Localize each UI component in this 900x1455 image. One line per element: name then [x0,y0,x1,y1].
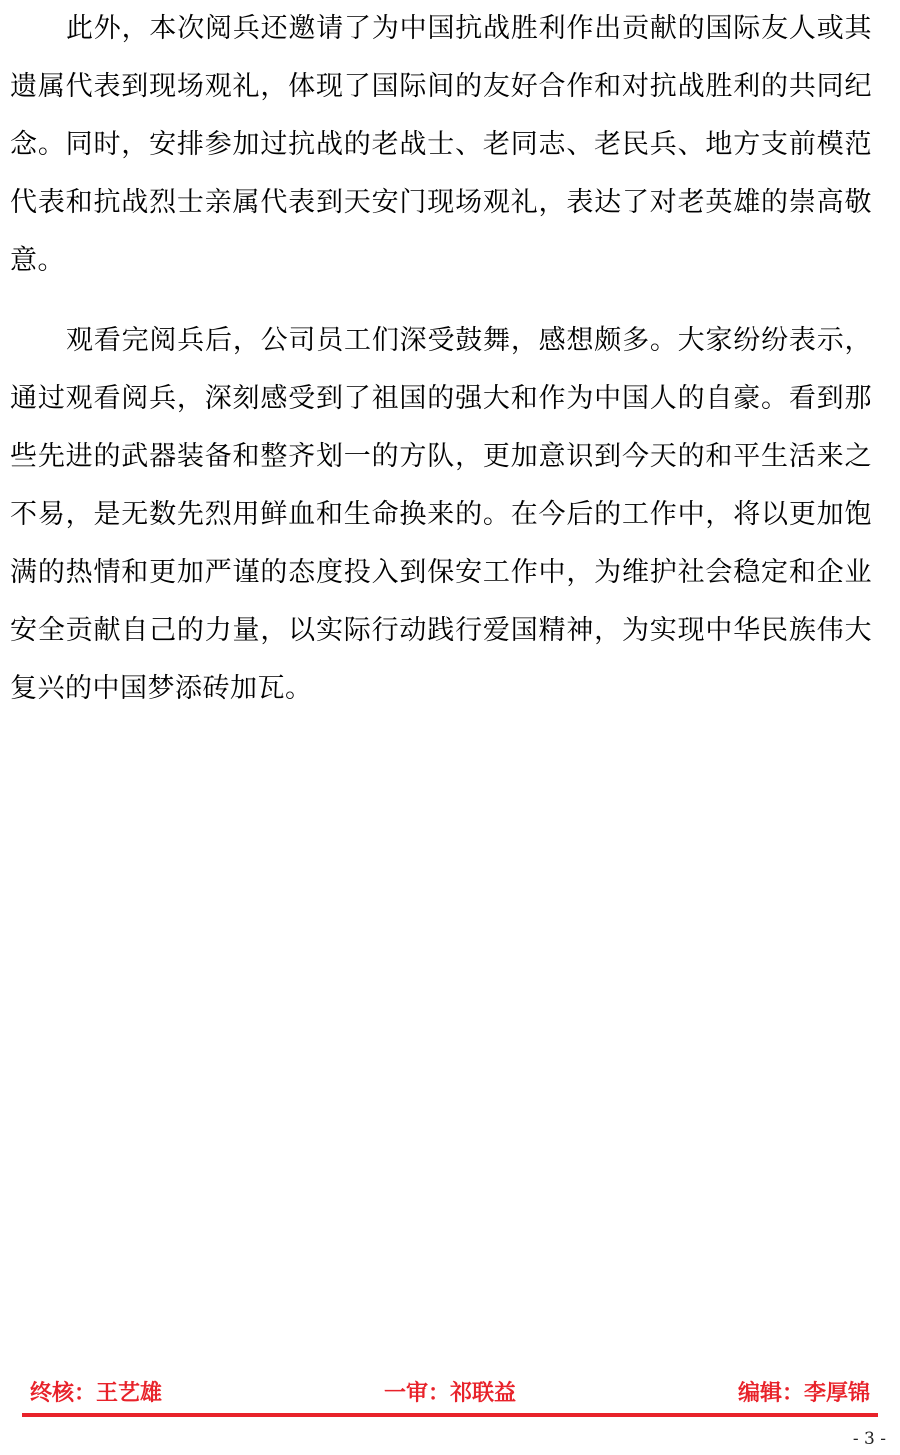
page-number: - 3 - [852,1429,886,1449]
footer-divider [22,1413,878,1417]
document-footer [0,1376,900,1417]
footer-credits [22,1376,878,1413]
paragraph-1: 此外，本次阅兵还邀请了为中国抗战胜利作出贡献的国际友人或其遗属代表到现场观礼，体现了国际间的友好合作和对抗战胜利的共同纪念。同时，安排参加过抗战的老战士、老同志、老民兵、地方支前模范代表和抗战烈士亲属代表到天安门现场观礼，表达了对老英雄的崇高敬意。 [10,13,872,276]
paragraph-2: 观看完阅兵后，公司员工们深受鼓舞，感想颇多。大家纷纷表示，通过观看阅兵，深刻感受到了祖国的强大和作为中国人的自豪。看到那些先进的武器装备和整齐划一的方队，更加意识到今天的和平生活来之不易，是无数先烈用鲜血和生命换来的。在今后的工作中，将以更加饱满的热情和更加严谨的态度投入到保安工作中，为维护社会稳定和企业安全贡献自己的力量，以实际行动践行爱国精神，为实现中华民族伟大复兴的中国梦添砖加瓦。 [10,325,872,704]
footer-first-review: 一审：祁联益 [383,1380,516,1406]
footer-final-review: 终核：王艺雄 [30,1380,163,1406]
footer-editor: 编辑：李厚锦 [737,1380,870,1406]
